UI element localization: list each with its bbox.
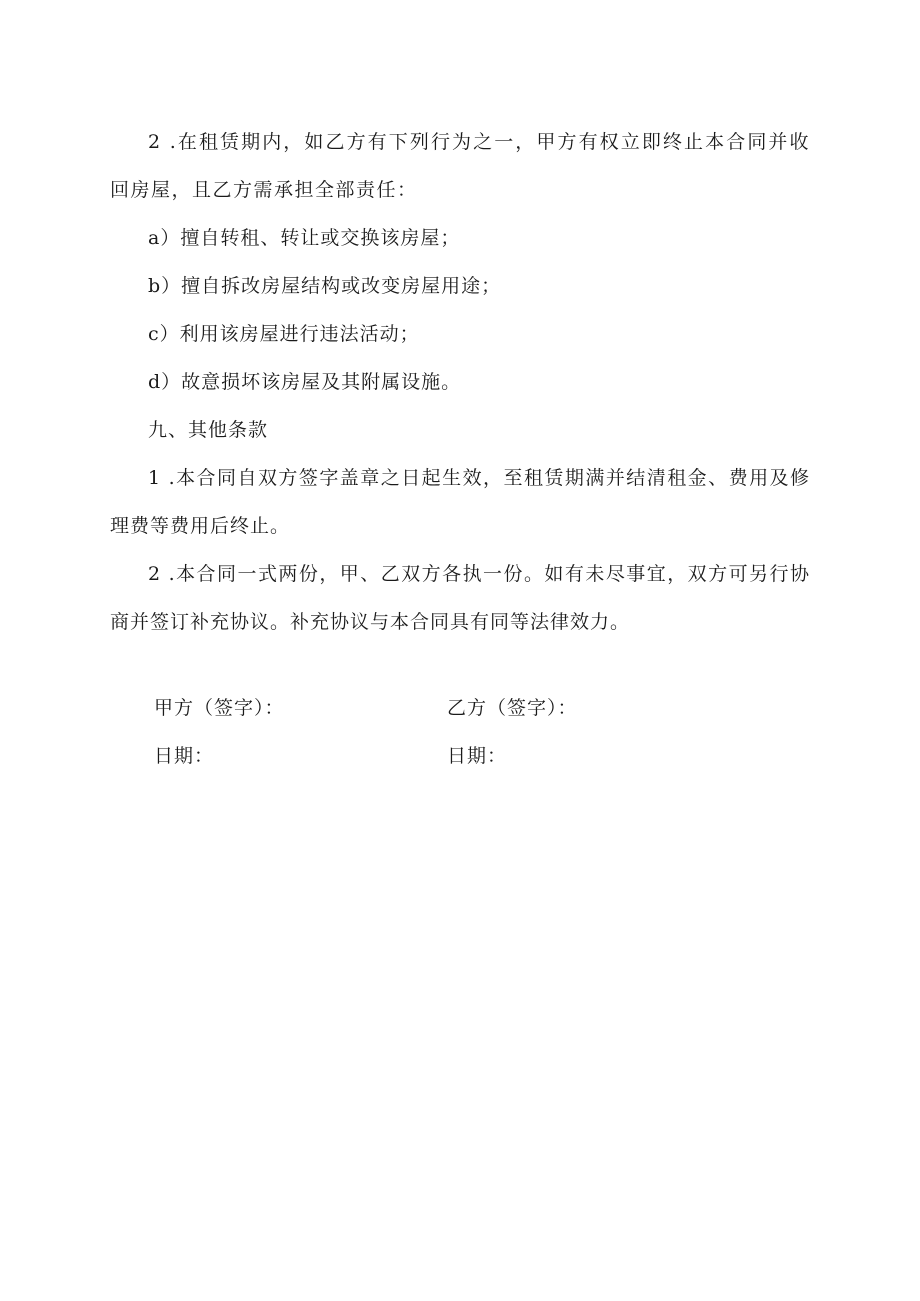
clause-termination: 2 .在租赁期内，如乙方有下列行为之一，甲方有权立即终止本合同并收回房屋，且乙方需承担全部责任：: [110, 131, 810, 201]
clause-copies: 2 .本合同一式两份，甲、乙双方各执一份。如有未尽事宜，双方可另行协商并签订补充协议。补充协议与本合同具有同等法律效力。: [110, 563, 810, 633]
clause-effective: 1 .本合同自双方签字盖章之日起生效，至租赁期满并结清租金、费用及修理费等费用后终止。: [110, 467, 810, 537]
party-a-date-label: 日期：: [154, 745, 215, 767]
section-heading: 九、其他条款: [148, 419, 269, 441]
list-item: b）擅自拆改房屋结构或改变房屋用途；: [148, 275, 502, 297]
date-row: [110, 732, 810, 780]
party-b-signature-label: 乙方（签字）：: [447, 697, 578, 719]
signature-block: [110, 684, 810, 780]
contract-content: [110, 118, 810, 780]
signature-row: [110, 684, 810, 732]
list-item: d）故意损坏该房屋及其附属设施。: [148, 371, 462, 393]
party-a-signature-label: 甲方（签字）：: [154, 697, 285, 719]
list-item: c）利用该房屋进行违法活动；: [148, 323, 420, 345]
list-item: a）擅自转租、转让或交换该房屋；: [148, 227, 461, 249]
party-b-date-label: 日期：: [447, 745, 508, 767]
